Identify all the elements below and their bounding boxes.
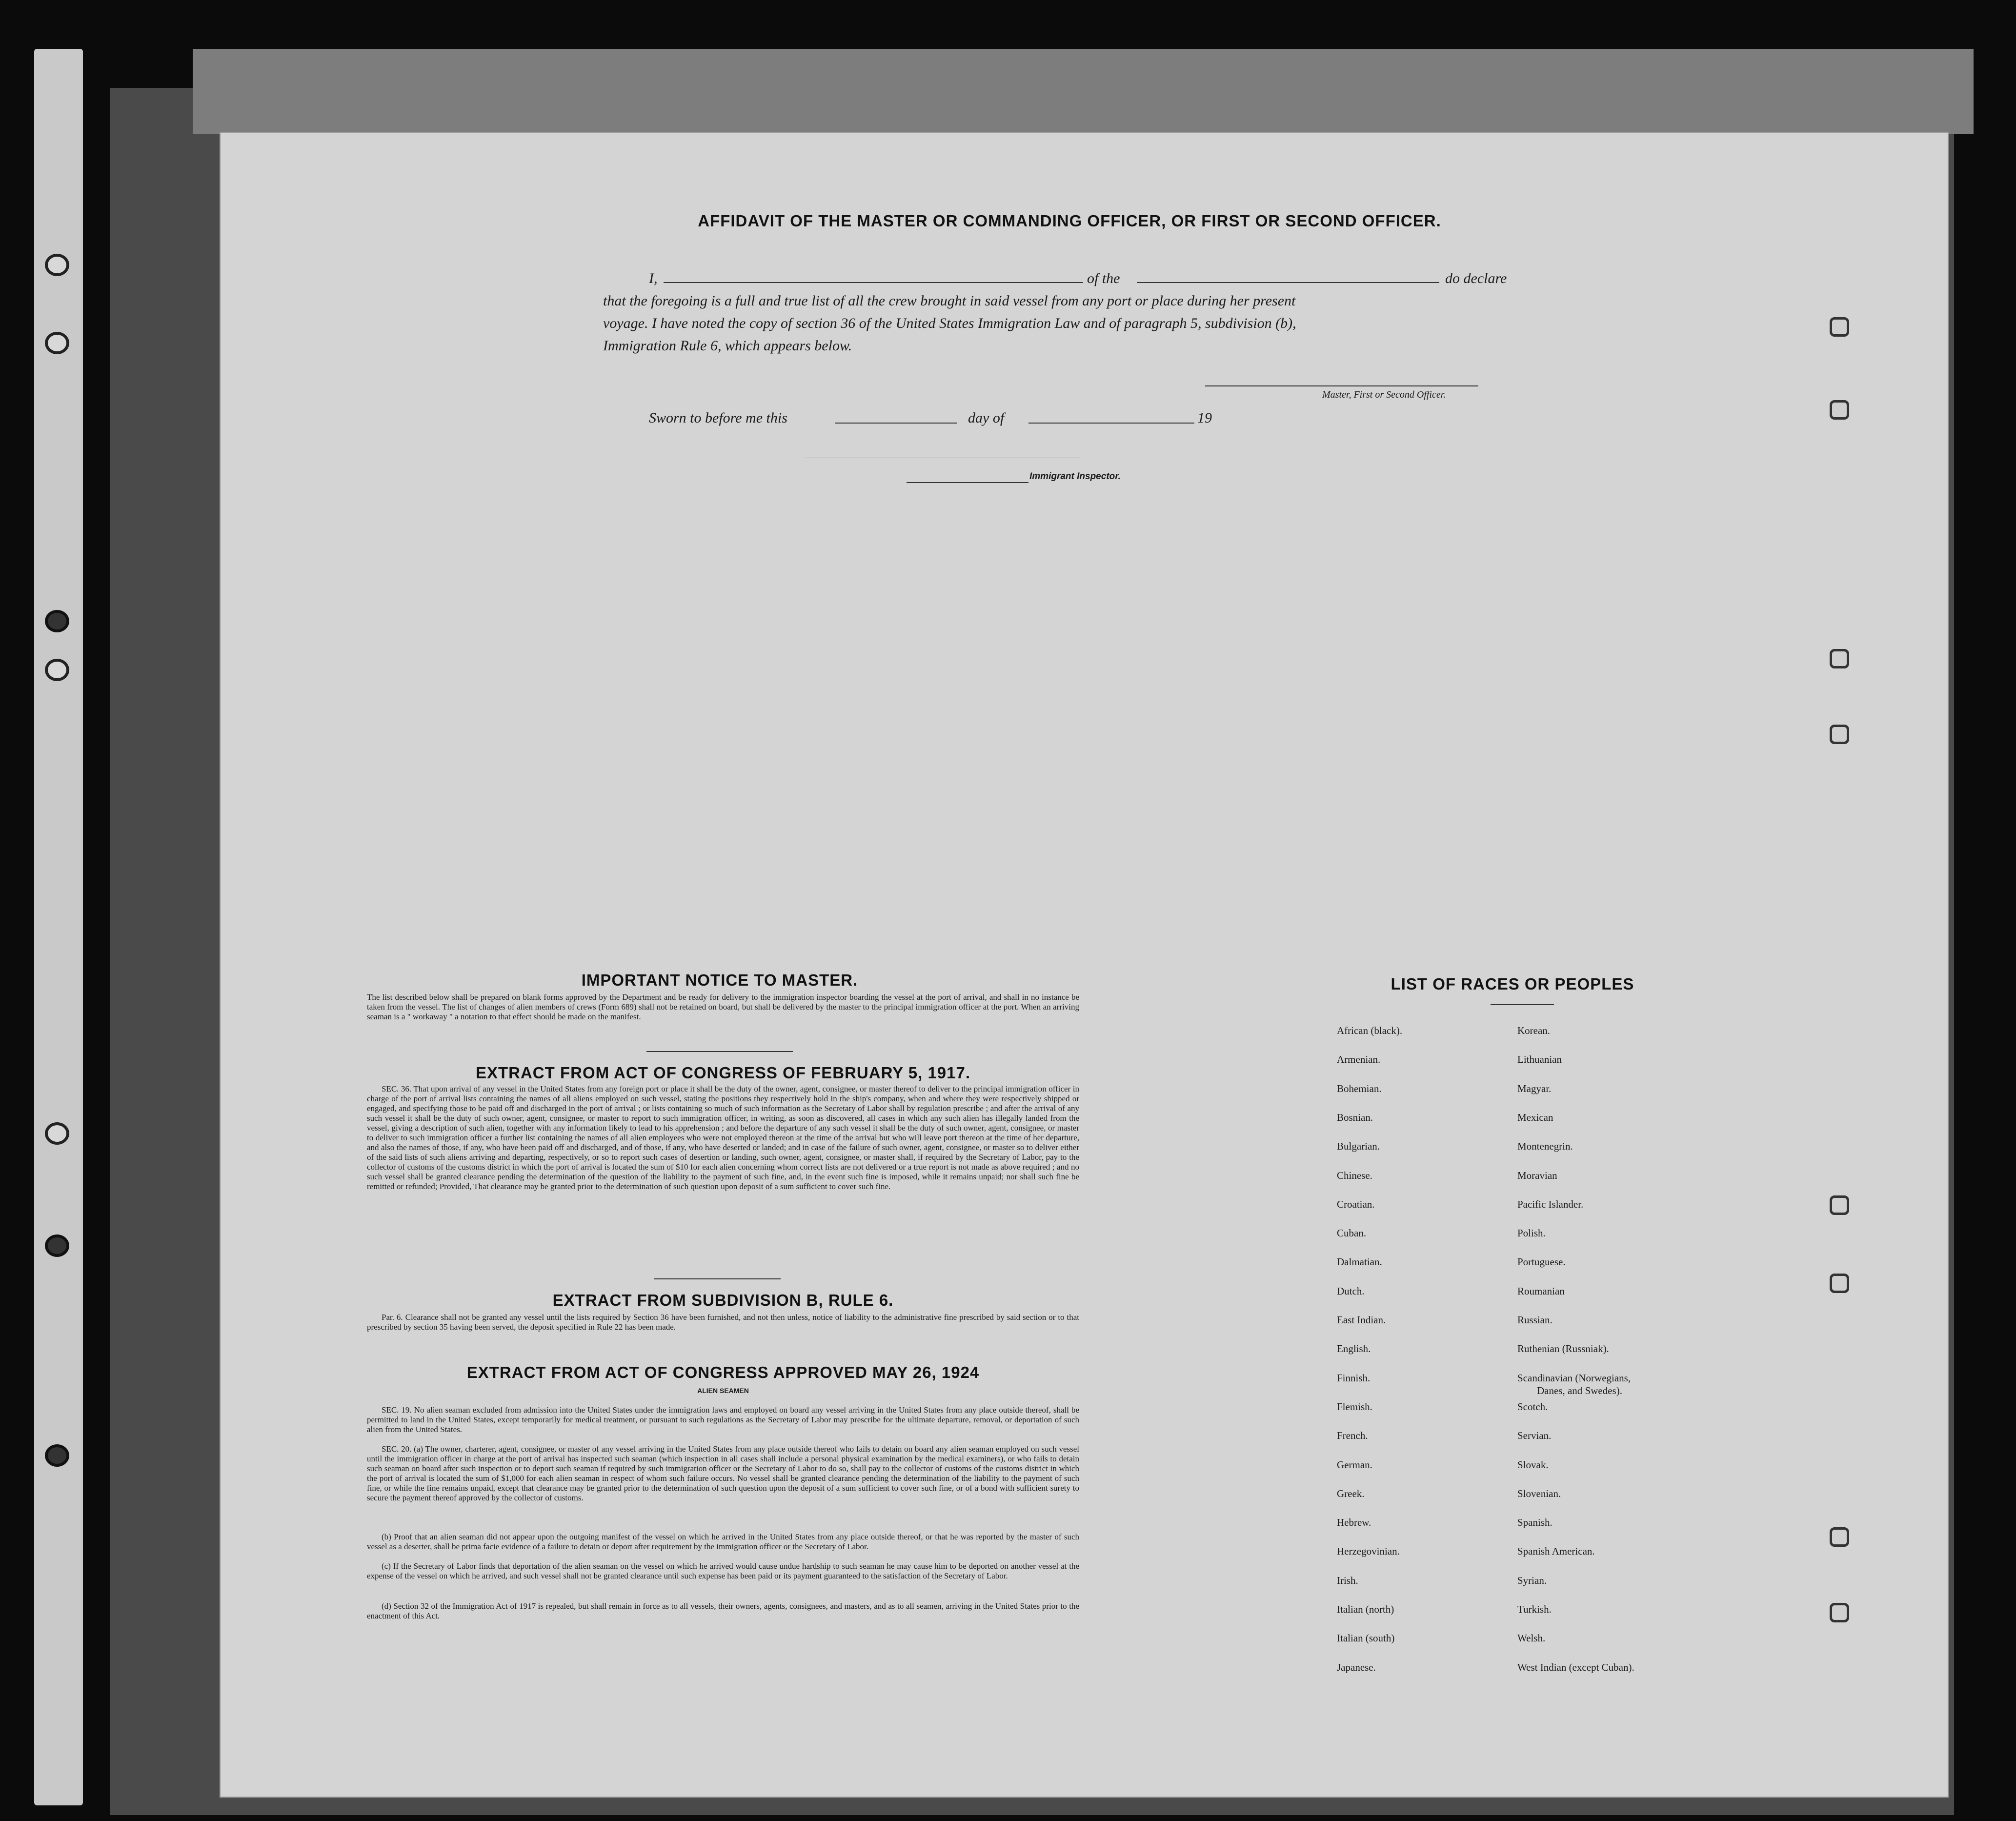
race-item: Armenian. bbox=[1337, 1053, 1381, 1065]
binding-hole-icon bbox=[45, 1444, 69, 1467]
race-item: Welsh. bbox=[1517, 1632, 1546, 1644]
binding-hole-icon bbox=[45, 1234, 69, 1257]
extract-rule6-title: EXTRACT FROM SUBDIVISION B, RULE 6. bbox=[552, 1291, 894, 1309]
race-item: Scotch. bbox=[1517, 1401, 1548, 1413]
race-item: Dalmatian. bbox=[1337, 1256, 1382, 1268]
inspector-caption: Immigrant Inspector. bbox=[1029, 471, 1121, 482]
race-item: Montenegrin. bbox=[1517, 1140, 1573, 1152]
extract-1924-subtitle: ALIEN SEAMEN bbox=[697, 1387, 749, 1395]
race-item: Herzegovinian. bbox=[1337, 1545, 1400, 1557]
punch-hole-icon bbox=[1830, 725, 1849, 744]
extract-1924-paragraph: (c) If the Secretary of Labor finds that deportation of the alien seaman on the vessel on which he arrived would cause undue hardship to such seaman he may cause him to be deported on another vessel at the expense of the vessel on which he arrived, and such vessel shall not be granted clearance until such expense has been paid or its payment guaranteed to the satisfaction of the Secretary of Labor. bbox=[367, 1561, 1079, 1580]
sworn-day-blank[interactable] bbox=[835, 423, 957, 424]
affidavit-body-line: voyage. I have noted the copy of section 36 of the United States Immigration Law and of paragraph 5, subdivision (b), bbox=[603, 315, 1296, 331]
extract-1924-paragraph: (d) Section 32 of the Immigration Act of 1917 is repealed, but shall remain in force as to all vessels, their owners, agents, consignees, and masters, and as to all seamen, arriving in the United States prior to the enactment of this Act. bbox=[367, 1601, 1079, 1620]
punch-hole-icon bbox=[1830, 1195, 1849, 1215]
race-item: Mexican bbox=[1517, 1112, 1553, 1123]
of-the-label: of the bbox=[1087, 270, 1120, 286]
do-declare-label: do declare bbox=[1445, 270, 1507, 286]
race-item: West Indian (except Cuban). bbox=[1517, 1661, 1634, 1673]
race-item: Spanish American. bbox=[1517, 1545, 1595, 1557]
day-of-label: day of bbox=[968, 410, 1005, 426]
race-item: Bulgarian. bbox=[1337, 1140, 1380, 1152]
extract-1924-title: EXTRACT FROM ACT OF CONGRESS APPROVED MAY 26, 1924 bbox=[466, 1363, 980, 1381]
race-item: Turkish. bbox=[1517, 1603, 1552, 1615]
race-item: East Indian. bbox=[1337, 1314, 1386, 1326]
affidavit-title: AFFIDAVIT OF THE MASTER OR COMMANDING OFFICER, OR FIRST OR SECOND OFFICER. bbox=[698, 212, 1441, 230]
binding-hole-icon bbox=[45, 610, 69, 632]
extract-rule6-text: Par. 6. Clearance shall not be granted any vessel until the lists required by Section 36 have been furnished, and not then unless, notice of liability to the administrative fine prescribed by said section or to that prescribed by section 35 having been served, the deposit specified in Rule 22 has been made. bbox=[367, 1313, 1079, 1332]
sworn-label: Sworn to before me this bbox=[649, 410, 787, 426]
vessel-blank[interactable] bbox=[1137, 282, 1439, 283]
officer-signature-blank[interactable] bbox=[1205, 385, 1478, 386]
punch-hole-icon bbox=[1830, 400, 1849, 420]
affidavit-body-line: Immigration Rule 6, which appears below. bbox=[603, 338, 852, 354]
divider bbox=[654, 1278, 781, 1279]
race-item: Moravian bbox=[1517, 1170, 1557, 1181]
race-item: Slovenian. bbox=[1517, 1488, 1561, 1499]
extract-1917-text: SEC. 36. That upon arrival of any vessel in the United States from any foreign port or place it shall be the duty of the owner, agent, consignee, or master thereof to deliver to the principal immigration officer in charge of the port of arrival lists containing the names of all aliens employed on such vessel, stating the positions they respectively hold in the ship's company, when and where they were respectively shipped or engaged, and specifying those to be paid off and discharged in the port of arrival ; or lists containing so much of such information as the Secretary of Labor shall by regulation prescribe ; and after the arrival of any such vessel it shall be the duty of such owner, agent, consignee, or master to report to such immigration officer, in writing, as soon as discovered, all cases in which any such alien has illegally landed from the vessel, giving a description of such alien, together with any information likely to lead to his apprehension ; and before the departure of any such vessel it shall be the duty of such owner, agent, consignee, or master to deliver to such immigration officer a further list containing the names of all alien employees who were not employed thereon at the time of the arrival but who will leave port thereon at the time of her departure, and also the names of those, if any, who have been paid off and discharged, and of those, if any, who have deserted or landed; and in case of the failure of such owner, agent, consignee, or master so to deliver either of the said lists of such aliens arriving and departing, respectively, or so to report such cases of desertion or landing, such owner, agent, consignee, or master shall, if required by the Secretary of Labor, pay to the collector of customs of the customs district in which the port of arrival is located the sum of $10 for each alien concerning whom correct lists are not delivered or a true report is not made as above required ; and no such vessel shall be granted clearance pending the determination of the question of the liability to the payment of such fine, and, in the event such fine is imposed, while it remains unpaid; nor shall such fine be remitted or refunded; Provided, That clearance may be granted prior to the determination of such question upon deposit of a sum sufficient to cover such fine. bbox=[367, 1084, 1079, 1191]
extract-1924-paragraph: SEC. 20. (a) The owner, charterer, agent, consignee, or master of any vessel arriving in the United States from any place outside thereof who fails to detain on board any alien seaman employed on such vessel until the immigration officer in charge at the port of arrival has inspected such seaman (which inspection in all cases shall include a personal physical examination by the medical examiners), or who fails to detain such seaman on board after such inspection or to deport such seaman if required by such immigration officer or the Secretary of Labor to do so, shall pay to the collector of customs of the customs district in which the port of arrival is located the sum of $1,000 for each alien seaman in respect of whom such failure occurs. No vessel shall be granted clearance pending the determination of the liability to the payment of such fine, or while the fine remains unpaid, except that clearance may be granted prior to the determination of such question upon the deposit of a sum sufficient to cover such fine, or of a bond with sufficient surety to secure the payment thereof approved by the collector of customs. bbox=[367, 1444, 1079, 1502]
punch-hole-icon bbox=[1830, 1603, 1849, 1622]
race-item: Irish. bbox=[1337, 1575, 1358, 1586]
race-item: Italian (south) bbox=[1337, 1632, 1395, 1644]
punch-hole-icon bbox=[1830, 317, 1849, 337]
race-item: Roumanian bbox=[1517, 1285, 1565, 1297]
race-item: Bohemian. bbox=[1337, 1083, 1382, 1094]
binding-hole-icon bbox=[45, 332, 69, 354]
race-item: Cuban. bbox=[1337, 1227, 1367, 1239]
binding-hole-icon bbox=[45, 1122, 69, 1145]
race-item: Chinese. bbox=[1337, 1170, 1372, 1181]
race-item: Pacific Islander. bbox=[1517, 1198, 1584, 1210]
divider bbox=[646, 1051, 793, 1052]
race-item: Russian. bbox=[1517, 1314, 1552, 1326]
officer-caption: Master, First or Second Officer. bbox=[1322, 389, 1446, 400]
race-item: Scandinavian (Norwegians, bbox=[1517, 1372, 1631, 1384]
left-binding-strip bbox=[34, 49, 83, 1805]
divider bbox=[1491, 1004, 1554, 1005]
top-sheet-edge bbox=[193, 49, 1974, 134]
race-item: Japanese. bbox=[1337, 1661, 1376, 1673]
race-item: Polish. bbox=[1517, 1227, 1546, 1239]
race-item: Syrian. bbox=[1517, 1575, 1547, 1586]
race-item: Croatian. bbox=[1337, 1198, 1375, 1210]
sworn-month-blank[interactable] bbox=[1028, 423, 1194, 424]
affidavit-body-line: that the foregoing is a full and true list of all the crew brought in said vessel from any port or place during her present bbox=[603, 293, 1296, 309]
race-item: Hebrew. bbox=[1337, 1517, 1371, 1528]
race-item-continuation: Danes, and Swedes). bbox=[1537, 1385, 1622, 1396]
notice-text: The list described below shall be prepared on blank forms approved by the Department and be ready for delivery to the immigration inspector boarding the vessel at the port of arrival, and shall in no instance be taken from the vessel. The list of changes of alien members of crews (Form 689) shall not be retained on board, but shall be delivered by the master to the principal immigration officer at the port. When an arriving seaman is a " workaway " a notation to that effect should be made on the manifest. bbox=[367, 992, 1079, 1021]
binding-hole-icon bbox=[45, 254, 69, 276]
races-title: LIST OF RACES OR PEOPLES bbox=[1391, 975, 1634, 993]
race-item: Italian (north) bbox=[1337, 1603, 1394, 1615]
race-item: Finnish. bbox=[1337, 1372, 1371, 1384]
race-item: German. bbox=[1337, 1459, 1372, 1471]
notice-title: IMPORTANT NOTICE TO MASTER. bbox=[581, 971, 858, 989]
race-item: Greek. bbox=[1337, 1488, 1365, 1499]
race-item: Lithuanian bbox=[1517, 1053, 1562, 1065]
race-item: Spanish. bbox=[1517, 1517, 1552, 1528]
year-prefix: 19 bbox=[1197, 410, 1212, 426]
race-item: Flemish. bbox=[1337, 1401, 1372, 1413]
name-blank[interactable] bbox=[664, 282, 1083, 283]
race-item: French. bbox=[1337, 1430, 1368, 1441]
race-item: Korean. bbox=[1517, 1025, 1551, 1036]
race-item: Bosnian. bbox=[1337, 1112, 1373, 1123]
punch-hole-icon bbox=[1830, 649, 1849, 668]
race-item: African (black). bbox=[1337, 1025, 1403, 1036]
race-item: Servian. bbox=[1517, 1430, 1552, 1441]
extract-1924-paragraph: SEC. 19. No alien seaman excluded from admission into the United States under the immigration laws and employed on board any vessel arriving in the United States from any place outside thereof, shall be permitted to land in the United States, except temporarily for medical treatment, or pursuant to such regulations as the Secretary of Labor may prescribe for the ultimate departure, removal, or deportation of such alien from the United States. bbox=[367, 1405, 1079, 1434]
race-item: Ruthenian (Russniak). bbox=[1517, 1343, 1609, 1355]
extract-1917-title: EXTRACT FROM ACT OF CONGRESS OF FEBRUARY 5, 1917. bbox=[475, 1064, 971, 1082]
extract-1924-paragraph: (b) Proof that an alien seaman did not appear upon the outgoing manifest of the vessel on which he arrived in the United States from any place outside thereof, or that he was reported by the master of such vessel as a deserter, shall be prima facie evidence of a failure to detain or deport after requirement by the immigration officer or the Secretary of Labor. bbox=[367, 1532, 1079, 1551]
binding-hole-icon bbox=[45, 659, 69, 681]
race-item: Magyar. bbox=[1517, 1083, 1552, 1094]
inspector-signature-blank[interactable] bbox=[907, 482, 1028, 483]
race-item: Slovak. bbox=[1517, 1459, 1549, 1471]
punch-hole-icon bbox=[1830, 1527, 1849, 1547]
race-item: English. bbox=[1337, 1343, 1371, 1355]
affidavit-i-label: I, bbox=[649, 270, 658, 286]
race-item: Dutch. bbox=[1337, 1285, 1365, 1297]
punch-hole-icon bbox=[1830, 1274, 1849, 1293]
race-item: Portuguese. bbox=[1517, 1256, 1566, 1268]
